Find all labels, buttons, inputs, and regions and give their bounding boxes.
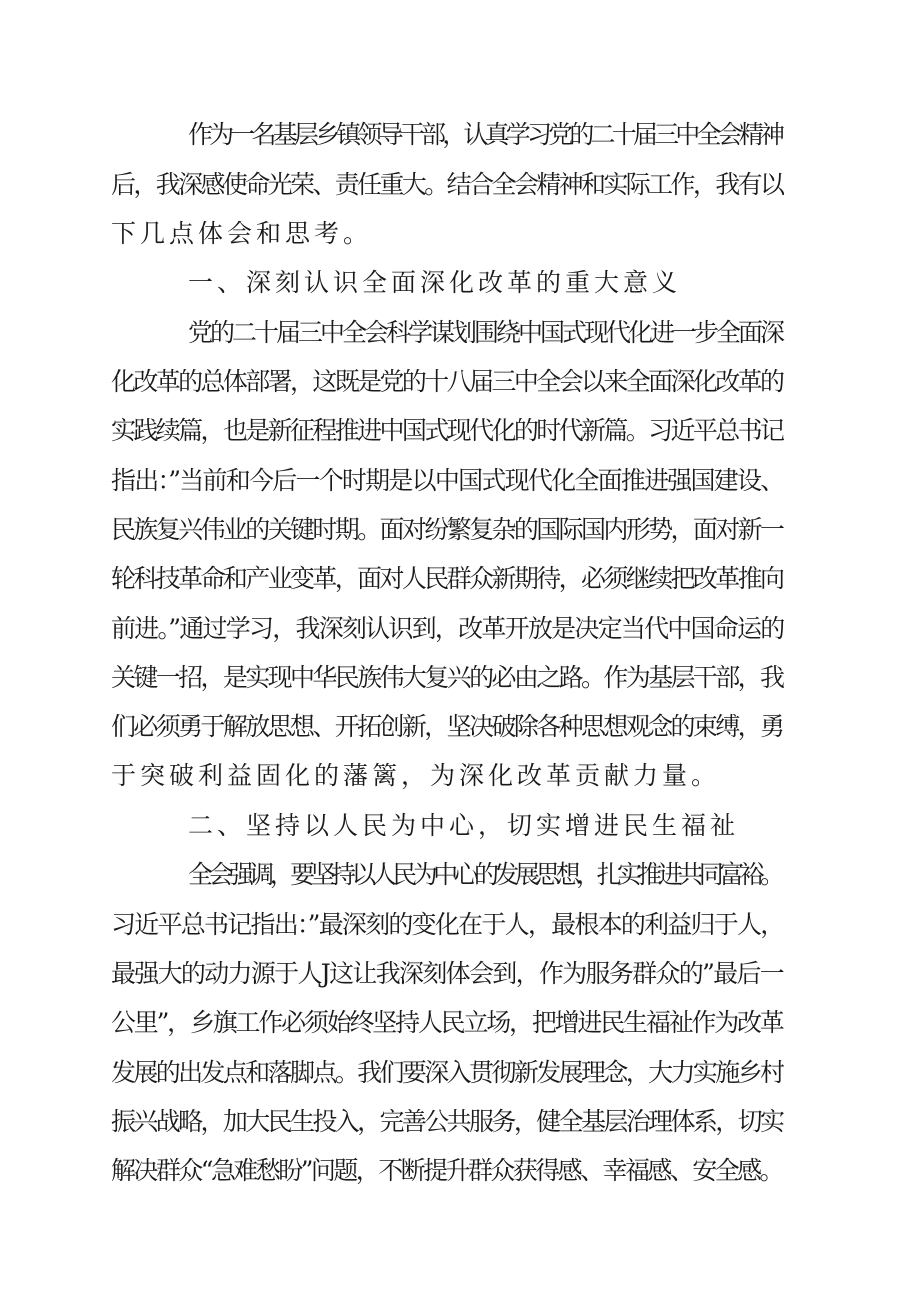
section1-line-6: 轮科技革命和产业变革，面对人民群众新期待，必须继续把改革推向 — [111, 564, 783, 593]
section1-line-5: 民族复兴伟业的关键时期。面对纷繁复杂的国际国内形势，面对新一 — [111, 515, 783, 544]
section1-line-3: 实践续篇，也是新征程推进中国式现代化的时代新篇。习近平总书记 — [111, 416, 783, 445]
intro-line-2: 后，我深感使命光荣、责任重大。结合全会精神和实际工作，我有以 — [111, 170, 783, 199]
section-heading-2: 二、坚持以人民为中心，切实增进民生福祉 — [188, 811, 740, 840]
section1-line-7: 前进。”通过学习，我深刻认识到，改革开放是决定当代中国命运的 — [111, 614, 784, 643]
section1-line-1: 党的二十届三中全会科学谋划围绕中国式现代化进一步全面深 — [188, 318, 783, 347]
intro-line-3: 下几点体会和思考。 — [111, 219, 373, 248]
section2-line-3: 最强大的动力源于人J这让我深刻体会到，作为服务群众的”最后一 — [111, 959, 784, 988]
section2-line-5: 发展的出发点和落脚点。我们要深入贯彻新发展理念，大力实施乡村 — [111, 1058, 783, 1087]
section-heading-1: 一、深刻认识全面深化改革的重大意义 — [188, 268, 682, 297]
section1-line-8: 关键一招，是实现中华民族伟大复兴的必由之路。作为基层干部，我 — [111, 663, 783, 692]
section2-line-1: 全会强调，要坚持以人民为中心的发展思想，扎实推进共同富裕。 — [188, 860, 781, 889]
section1-line-9: 们必须勇于解放思想、开拓创新，坚决破除各种思想观念的束缚，勇 — [111, 712, 783, 741]
section1-line-4: 指出：”当前和今后一个时期是以中国式现代化全面推进强国建设、 — [111, 466, 784, 495]
section2-line-7: 解决群众“急难愁盼”问题，不断提升群众获得感、幸福感、安全感。 — [111, 1156, 782, 1185]
section1-line-2: 化改革的总体部署，这既是党的十八届三中全会以来全面深化改革的 — [111, 367, 783, 396]
section2-line-2: 习近平总书记指出：”最深刻的变化在于人，最根本的利益归于人， — [111, 910, 784, 939]
section2-line-6: 振兴战略，加大民生投入，完善公共服务，健全基层治理体系，切实 — [111, 1107, 783, 1136]
intro-line-1: 作为一名基层乡镇领导干部，认真学习党的二十届三中全会精神 — [188, 120, 782, 149]
section2-line-4: 公里”，乡旗工作必须始终坚持人民立场，把增进民生福祉作为改革 — [111, 1008, 783, 1037]
section1-line-10: 于突破利益固化的藩篱，为深化改革贡献力量。 — [111, 761, 721, 790]
